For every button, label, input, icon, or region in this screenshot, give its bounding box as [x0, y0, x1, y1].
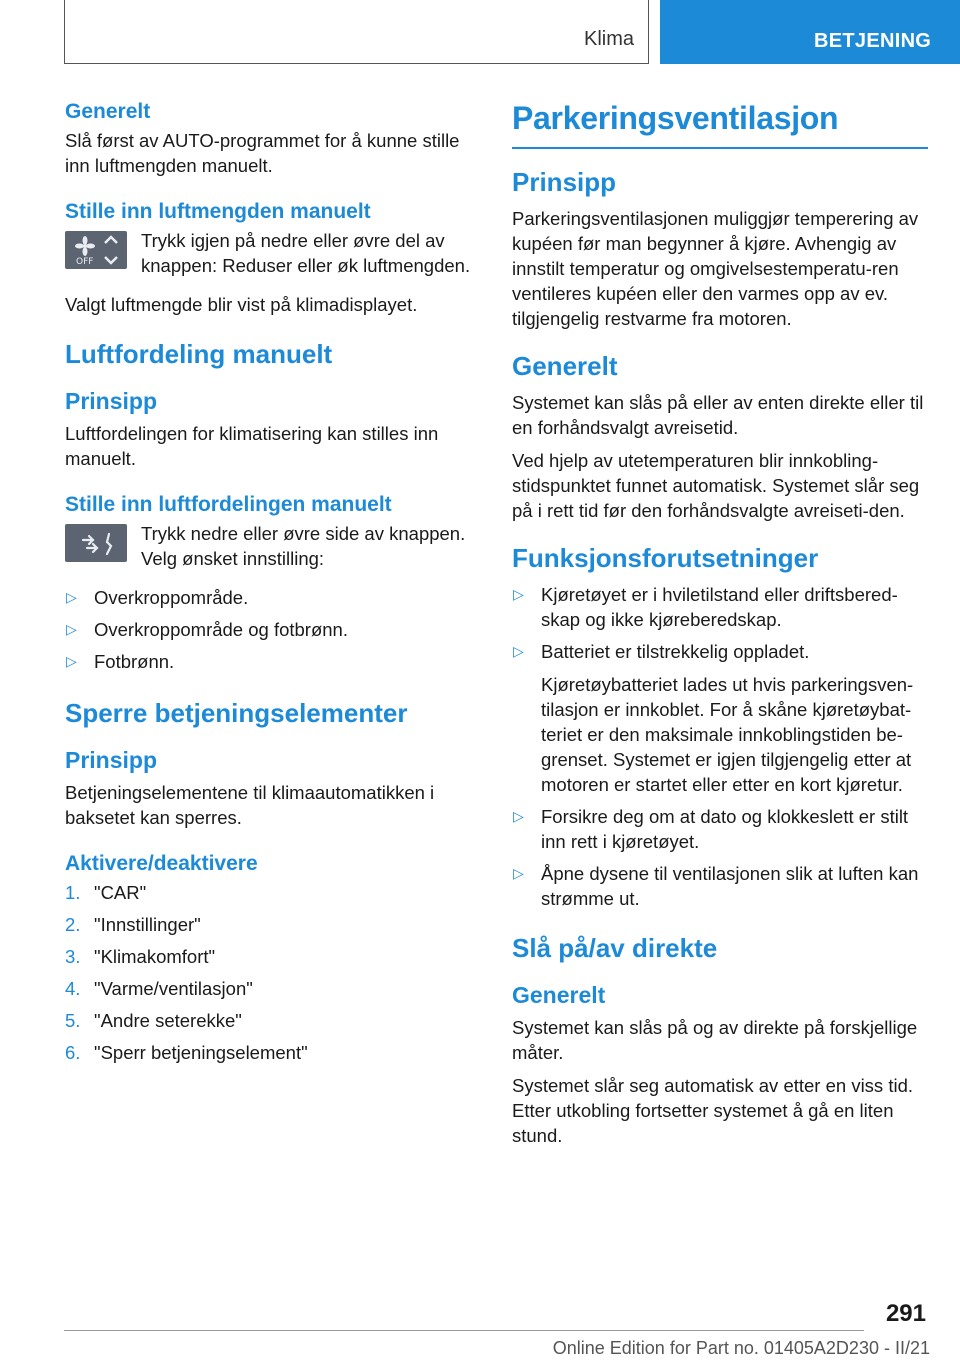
luftmengde-text: Trykk igjen på nedre eller øvre del av knappen: Reduser eller øk luftmengden.	[141, 230, 471, 276]
footer-edition: Online Edition for Part no. 01405A2D230 - II/21	[552, 1338, 930, 1358]
generelt-heading: Generelt	[512, 351, 618, 381]
sperre-prinsipp-text: Betjeningselementene til klimaautomatikken i baksetet kan sperres.	[65, 782, 435, 828]
list-item: 5. "Andre seterekke"	[65, 1010, 242, 1031]
air-distribution-button-icon	[65, 524, 127, 562]
sla-heading: Slå på/av direkte	[512, 933, 718, 963]
list-item: 3. "Klimakomfort"	[65, 946, 216, 967]
sla-text-2: Systemet slår seg automatisk av etter en viss tid. Etter utkobling fortsetter systemet å gå en liten stund.	[512, 1075, 913, 1146]
sperre-heading: Sperre betjeningselementer	[65, 698, 408, 728]
prinsipp-text: Parkeringsventilasjonen muliggjør temperering av kupéen før man begynner å kjøre. Avhengig av innstilt temperatur og omgivelsestemperatu-ren ventileres kupéen eller den varmes opp av ev. tilgjengelig restvarme fra motoren.	[512, 208, 919, 329]
list-item: ▷ Åpne dysene til ventilasjonen slik at luften kan strømme ut.	[513, 863, 919, 909]
luftfordeling-list	[65, 585, 477, 674]
luftfordeling-prinsipp-heading: Prinsipp	[65, 388, 158, 414]
header-section: Klima	[583, 28, 634, 50]
triangle-bullet-icon: ▷	[66, 653, 77, 669]
triangle-bullet-icon: ▷	[66, 589, 77, 605]
list-item: ▷ Fotbrønn.	[66, 651, 175, 672]
luftfordeling-instruction	[65, 521, 477, 571]
list-item: 4. "Varme/ventilasjon"	[65, 978, 253, 999]
generelt-heading: Generelt	[65, 100, 151, 123]
triangle-bullet-icon: ▷	[513, 808, 524, 824]
luftfordeling-stille-heading: Stille inn luftfordelingen manuelt	[65, 493, 392, 516]
triangle-bullet-icon: ▷	[66, 621, 77, 637]
luftfordeling-heading: Luftfordeling manuelt	[65, 339, 333, 369]
left-column	[65, 100, 477, 1072]
sla-generelt-heading: Generelt	[512, 982, 606, 1008]
luftmengde-instruction	[65, 228, 477, 278]
list-item: ▷ Overkroppområde og fotbrønn.	[66, 619, 348, 640]
prinsipp-heading: Prinsipp	[512, 167, 617, 197]
aktivere-steps	[65, 880, 477, 1065]
list-item: ▷ Forsikre deg om at dato og klokkeslett er stilt inn rett i kjøretøyet.	[513, 806, 909, 852]
funksjon-item2-detail: Kjøretøybatteriet lades ut hvis parkeringsven-tilasjon er innkoblet. For å skåne kjøretøybat-teriet er den maksimale innkoblingstiden be-grenset. Systemet er igjen tilgjengelig etter at motoren er startet eller etter en kort kjøretur.	[541, 674, 914, 795]
list-item: 1. "CAR"	[65, 882, 147, 903]
funksjon-heading: Funksjonsforutsetninger	[512, 543, 819, 573]
triangle-bullet-icon: ▷	[513, 586, 524, 602]
luftmengde-heading: Stille inn luftmengden manuelt	[65, 200, 371, 223]
svg-text:OFF: OFF	[76, 257, 94, 267]
sperre-prinsipp-heading: Prinsipp	[65, 747, 158, 773]
generelt-text-1: Systemet kan slås på eller av enten direkte eller til en forhåndsvalgt avreisetid.	[512, 392, 924, 438]
page-number: 291	[885, 1300, 926, 1327]
generelt-text: Slå først av AUTO-programmet for å kunne stille inn luftmengden manuelt.	[65, 130, 460, 176]
aktivere-heading: Aktivere/deaktivere	[65, 852, 258, 875]
luftfordeling-stille-text: Trykk nedre eller øvre side av knappen. Velg ønsket innstilling:	[141, 523, 466, 569]
list-item: ▷ Batteriet er tilstrekkelig oppladet.	[513, 641, 810, 662]
luftmengde-note: Valgt luftmengde blir vist på klimadisplayet.	[65, 294, 418, 315]
header-chapter-tab: BETJENING	[660, 0, 960, 64]
triangle-bullet-icon: ▷	[513, 643, 524, 659]
triangle-bullet-icon: ▷	[513, 865, 524, 881]
right-column	[512, 100, 928, 1156]
fan-off-button-icon	[65, 231, 127, 269]
funksjon-list	[512, 582, 928, 664]
list-item: ▷ Kjøretøyet er i hviletilstand eller driftsbered-skap og ikke kjøreberedskap.	[513, 584, 898, 630]
sla-text-1: Systemet kan slås på og av direkte på forskjellige måter.	[512, 1017, 918, 1063]
header-frame	[64, 0, 649, 64]
list-item: 6. "Sperr betjeningselement"	[65, 1042, 308, 1063]
funksjon-list-cont	[512, 804, 928, 911]
page-title: Parkeringsventilasjon	[512, 100, 928, 149]
footer-divider	[64, 1330, 864, 1331]
luftfordeling-prinsipp-text: Luftfordelingen for klimatisering kan stilles inn manuelt.	[65, 423, 439, 469]
list-item: ▷ Overkroppområde.	[66, 587, 249, 608]
generelt-text-2: Ved hjelp av utetemperaturen blir innkobling-stidspunktet funnet automatisk. Systemet slår seg på i rett tid før den forhåndsvalgte avreiseti-den.	[512, 450, 920, 521]
list-item: 2. "Innstillinger"	[65, 914, 201, 935]
